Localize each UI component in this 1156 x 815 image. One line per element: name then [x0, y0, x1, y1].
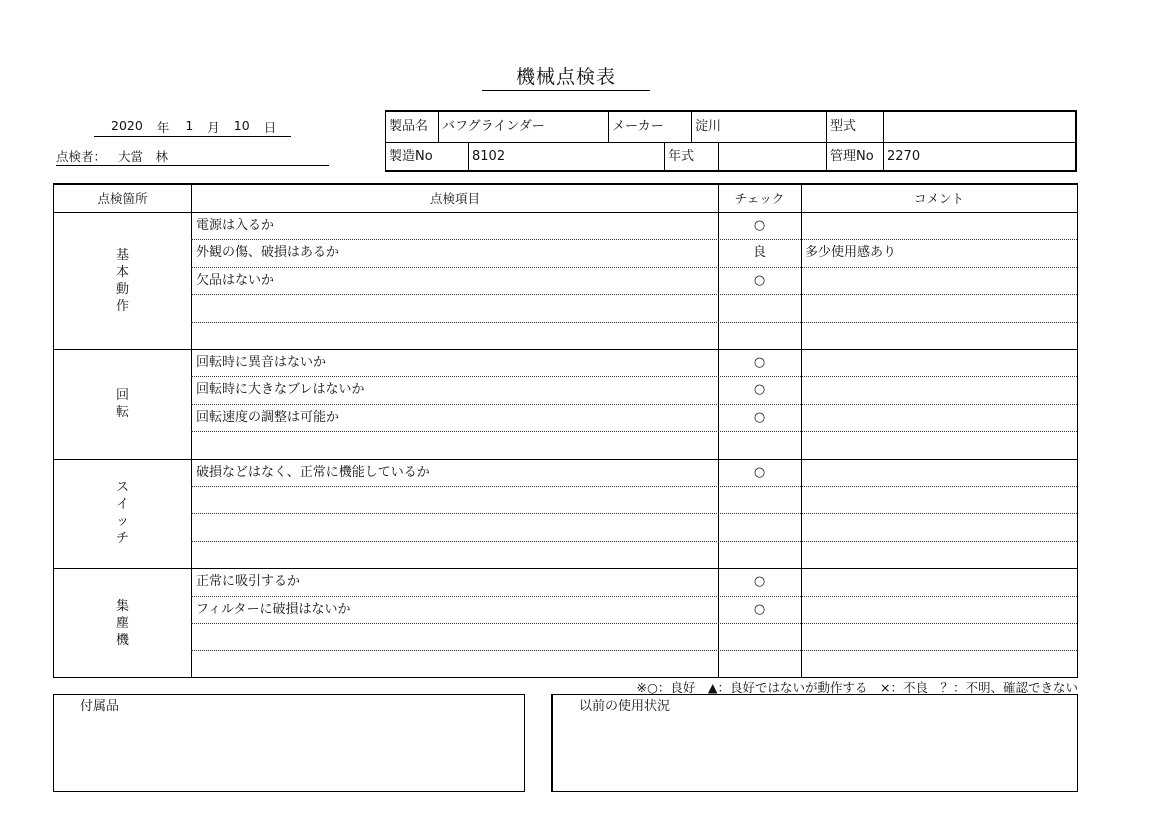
serial-value: 8102	[472, 149, 506, 164]
section-label-char: 転	[115, 404, 129, 420]
comment	[801, 349, 1075, 376]
comment	[801, 650, 1075, 677]
section-label-char: 本	[115, 264, 129, 280]
inspection-item: 回転時に大きなブレはないか	[196, 382, 365, 398]
comment	[801, 623, 1075, 650]
comment	[801, 404, 1075, 431]
inspector-label: 点検者：	[56, 149, 107, 164]
accessories-label: 付属品	[80, 699, 120, 714]
check-mark	[718, 294, 801, 321]
section-label-char: 作	[115, 298, 129, 314]
section-label	[54, 247, 191, 315]
section-label-char: チ	[115, 531, 129, 547]
header-comment: コメント	[913, 191, 964, 206]
section-label	[54, 598, 191, 649]
comment	[801, 431, 1075, 458]
check-mark	[718, 623, 801, 650]
product-name-value: バフグラインダー	[442, 119, 545, 134]
section-label-char: イ	[115, 497, 129, 513]
section-label-char: 集	[115, 598, 129, 614]
section-label-char: 機	[115, 632, 129, 648]
header-item: 点検項目	[429, 191, 480, 206]
inspection-item	[192, 294, 717, 321]
comment	[801, 568, 1075, 595]
product-name-label: 製品名	[389, 119, 429, 134]
check-legend: ※○：良好 ▲：良好ではないが動作する ×：不良 ？：不明、確認できない	[636, 680, 1078, 695]
check-mark: ○	[753, 574, 766, 590]
comment	[801, 513, 1075, 540]
date-month: 1	[185, 118, 194, 133]
management-no-value: 2270	[887, 149, 921, 164]
section-label	[54, 387, 191, 421]
comment	[801, 459, 1075, 486]
inspection-item: フィルターに破損はないか	[196, 601, 351, 617]
date-year-unit: 年	[156, 120, 170, 135]
check-mark: ○	[753, 601, 766, 617]
check-mark: 良	[752, 245, 766, 261]
check-mark: ○	[753, 272, 766, 288]
check-mark: ○	[753, 409, 766, 425]
check-mark	[718, 541, 801, 568]
section-label-char: 回	[115, 387, 129, 403]
section-label-char: ス	[115, 480, 129, 496]
check-mark: ○	[753, 464, 766, 480]
management-no-label: 管理No	[830, 149, 874, 164]
section-label-char: 基	[115, 247, 129, 263]
inspection-item: 破損などはなく、正常に機能しているか	[196, 464, 430, 480]
check-mark	[718, 513, 801, 540]
inspection-item: 回転速度の調整は可能か	[196, 409, 340, 425]
inspection-item	[192, 513, 717, 540]
date-year: 2020	[111, 118, 143, 133]
check-mark: ○	[753, 218, 766, 233]
inspection-item: 回転時に異音はないか	[196, 355, 327, 370]
inspection-item: 外観の傷、破損はあるか	[196, 245, 340, 261]
accessories-box	[53, 694, 525, 792]
comment: 多少使用感あり	[805, 245, 897, 261]
check-mark: ○	[753, 382, 766, 398]
comment	[801, 376, 1075, 403]
check-mark	[718, 322, 801, 349]
comment	[801, 294, 1075, 321]
inspection-item: 正常に吸引するか	[196, 574, 301, 590]
serial-label: 製造No	[389, 149, 433, 164]
section-label-char: 動	[115, 281, 129, 297]
inspection-item	[192, 541, 717, 568]
check-mark	[718, 431, 801, 458]
comment	[801, 212, 1075, 239]
inspection-table	[53, 183, 1078, 678]
comment	[801, 486, 1075, 513]
prior-usage-box	[551, 694, 1078, 792]
comment	[801, 596, 1075, 623]
section-label-char: 塵	[115, 615, 129, 631]
inspection-item	[192, 431, 717, 458]
inspection-item: 電源は入るか	[196, 218, 275, 233]
model-value	[884, 112, 1074, 142]
check-mark	[718, 650, 801, 677]
comment	[801, 322, 1075, 349]
date-month-unit: 月	[207, 120, 220, 135]
inspection-item	[192, 322, 717, 349]
section-label-char: ッ	[115, 514, 129, 530]
model-label: 型式	[830, 119, 857, 134]
check-mark	[718, 486, 801, 513]
product-info-box	[385, 110, 1077, 172]
inspector-name: 大當 林	[118, 149, 169, 164]
maker-label: メーカー	[612, 119, 664, 134]
page-title: 機械点検表	[482, 62, 650, 91]
date-day: 10	[233, 118, 250, 133]
header-location: 点検箇所	[97, 191, 148, 206]
model-year-value	[719, 142, 826, 172]
model-year-label: 年式	[668, 149, 695, 164]
comment	[801, 541, 1075, 568]
inspection-date	[94, 118, 291, 137]
section-label	[54, 479, 191, 547]
inspection-item: 欠品はないか	[196, 272, 275, 288]
comment	[801, 267, 1075, 294]
maker-value: 淀川	[695, 119, 722, 134]
check-mark: ○	[753, 355, 766, 370]
date-day-unit: 日	[263, 120, 277, 135]
inspector-line	[56, 147, 329, 166]
prior-usage-label: 以前の使用状況	[579, 699, 671, 714]
inspection-item	[192, 486, 717, 513]
header-check: チェック	[734, 191, 785, 206]
inspection-item	[192, 623, 717, 650]
inspection-item	[192, 650, 717, 677]
